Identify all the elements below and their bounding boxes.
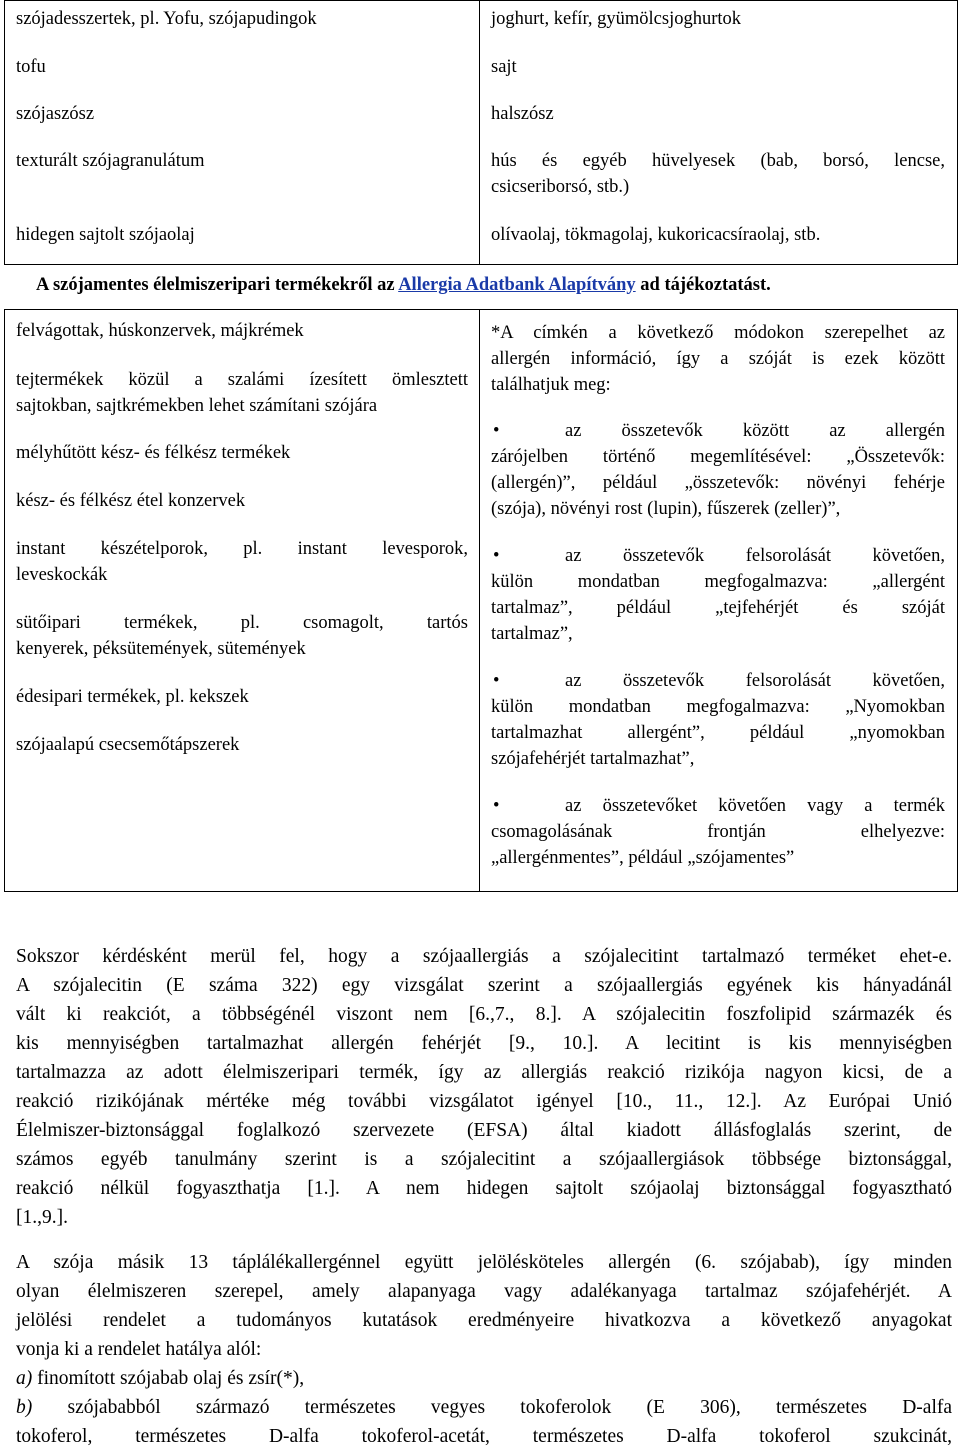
bottom-left-item-7: édesipari termékek, pl. kekszek: [16, 687, 249, 707]
top-right-cell-4b: csicseriborsó, stb.): [491, 177, 630, 197]
bullet-1-line-c: (allergén)”, például „összetevők: növényi fehérje: [491, 473, 945, 493]
bullet-4: •: [493, 796, 500, 816]
bottom-left-item-6a: sütőipari termékek, pl. csomagolt, tartós: [16, 613, 468, 633]
bullet-4-line-b: csomagolásának frontján elhelyezve:: [491, 822, 945, 842]
allergia-adatbank-link[interactable]: Allergia Adatbank Alapítvány: [398, 275, 636, 295]
top-right-cell-5: olívaolaj, tökmagolaj, kukoricacsíraolaj, stb.: [491, 225, 821, 245]
bullet-1-line-d: (szója), növényi rost (lupin), fűszerek (zeller)”,: [491, 499, 841, 519]
paragraph-1-line: [1.,9.].: [16, 1207, 68, 1228]
bottom-left-item-5a: instant készételporok, pl. instant levesporok,: [16, 539, 468, 559]
bottom-left-item-8: szójaalapú csecsemőtápszerek: [16, 735, 240, 755]
paragraph-1-line: számos egyéb tanulmány szerint is a szójalecitint a szójaallergiások többsége biztonsággal,: [16, 1149, 952, 1170]
paragraph-1-line: kis mennyiségben tartalmazhat allergén fehérjét [9., 10.]. A lecitint is kis mennyiségben: [16, 1033, 952, 1054]
bottom-left-item-2a: tejtermékek közül a szalámi ízesített ömlesztett: [16, 370, 468, 390]
label-intro-c: találhatjuk meg:: [491, 375, 611, 395]
bullet-4-line-a: az összetevőket követően vagy a termék: [565, 796, 945, 816]
paragraph-2-line: vonja ki a rendelet hatálya alól:: [16, 1339, 262, 1360]
list-item-b-label: b): [16, 1397, 33, 1418]
top-left-cell-4: texturált szójagranulátum: [16, 151, 205, 171]
paragraph-1-line: vált ki reakciót, a többségénél viszont nem [6.,7., 8.]. A szójalecitin foszfolipid származék és: [16, 1004, 952, 1025]
bottom-table-divider: [479, 309, 480, 892]
list-item-a: [16, 1364, 952, 1393]
bullet-1-line-b: zárójelben történő megemlítésével: „Összetevők:: [491, 447, 945, 467]
top-right-cell-4a: hús és egyéb hüvelyesek (bab, borsó, lencse,: [491, 151, 945, 171]
bullet-1: •: [493, 421, 500, 441]
top-left-cell-1: szójadesszertek, pl. Yofu, szójapudingok: [16, 9, 317, 29]
bullet-3-line-c: tartalmazhat allergént”, például „nyomokban: [491, 723, 945, 743]
bullet-2-line-a: az összetevők felsorolását követően,: [565, 546, 945, 566]
exemption-list: [16, 1364, 952, 1451]
bottom-left-item-6b: kenyerek, péksütemények, sütemények: [16, 639, 306, 659]
paragraph-lecitin: [16, 942, 952, 1232]
bullet-2: •: [493, 546, 500, 566]
bullet-3-line-d: szójafehérjét tartalmazhat”,: [491, 749, 695, 769]
paragraph-2-line: olyan élelmiszeren szerepel, amely alapanyaga vagy adalékanyaga tartalmaz szójafehérjét. A: [16, 1281, 952, 1302]
paragraph-2-line: A szója másik 13 táplálékallergénnel együtt jelölésköteles allergén (6. szójabab), így minden: [16, 1252, 952, 1273]
bullet-3-line-a: az összetevők felsorolását követően,: [565, 671, 945, 691]
label-intro-b: allergén információ, így a szóját is ezek között: [491, 349, 945, 369]
paragraph-1-line: Sokszor kérdésként merül fel, hogy a szójaallergiás a szójalecitint tartalmazó terméket ehet-e.: [16, 946, 952, 967]
list-item-b-line-1: [16, 1393, 952, 1422]
top-left-cell-5: hidegen sajtolt szójaolaj: [16, 225, 195, 245]
info-prefix: A szójamentes élelmiszeripari termékekről az: [36, 275, 395, 295]
top-right-cell-3: halszósz: [491, 104, 554, 124]
bullet-2-line-d: tartalmaz”,: [491, 624, 573, 644]
top-right-cell-2: sajt: [491, 57, 517, 77]
paragraph-1-line: reakció nélkül fogyaszthatja [1.]. A nem hidegen sajtolt szójaolaj biztonsággal fogyasztható: [16, 1178, 952, 1199]
paragraph-2-line: jelölési rendelet a tudományos kutatások eredményeire hivatkozva a következő anyagokat: [16, 1310, 952, 1331]
label-intro-a: *A címkén a következő módokon szerepelhet az: [491, 323, 945, 343]
bottom-left-item-1: felvágottak, húskonzervek, májkrémek: [16, 321, 304, 341]
bottom-left-item-2b: sajtokban, sajtkrémekben lehet számítani szójára: [16, 396, 378, 416]
bottom-left-item-5b: leveskockák: [16, 565, 108, 585]
bullet-1-line-a: az összetevők között az allergén: [565, 421, 945, 441]
bullet-2-line-c: tartalmaz”, például „tejfehérjét és szóját: [491, 598, 945, 618]
bottom-left-item-4: kész- és félkész étel konzervek: [16, 491, 246, 511]
bullet-3: •: [493, 671, 500, 691]
paragraph-jeloles: [16, 1248, 952, 1364]
top-left-cell-3: szójaszósz: [16, 104, 95, 124]
bullet-2-line-b: külön mondatban megfogalmazva: „allergént: [491, 572, 945, 592]
list-item-b-text: szójababból származó természetes vegyes tokoferolok (E 306), természetes D-alfa: [67, 1397, 953, 1418]
list-item-b-line-2: tokoferol, természetes D-alfa tokoferol-acetát, természetes D-alfa tokoferol szukcinát,: [16, 1426, 952, 1447]
info-line: [36, 272, 771, 298]
info-suffix: ad tájékoztatást.: [640, 275, 771, 295]
top-right-cell-1: joghurt, kefír, gyümölcsjoghurtok: [491, 9, 742, 29]
top-left-cell-2: tofu: [16, 57, 46, 77]
list-item-a-label: a): [16, 1368, 33, 1389]
paragraph-1-line: A szójalecitin (E száma 322) egy vizsgálat szerint a szójaallergiás egyének kis hányadánál: [16, 975, 952, 996]
bullet-4-line-c: „allergénmentes”, például „szójamentes”: [491, 848, 795, 868]
paragraph-1-line: tartalmazza az adott élelmiszeripari termék, így az allergiás reakció rizikója nagyon kicsi, de a: [16, 1062, 952, 1083]
bullet-3-line-b: külön mondatban megfogalmazva: „Nyomokban: [491, 697, 945, 717]
paragraph-1-line: Élelmiszer-biztonsággal foglalkozó szervezete (EFSA) által kiadott állásfoglalás szerint, de: [16, 1120, 952, 1141]
paragraph-1-line: reakció rizikójának mértéke még további vizsgálatot igényel [10., 11., 12.]. Az Európai Unió: [16, 1091, 952, 1112]
bottom-left-item-3: mélyhűtött kész- és félkész termékek: [16, 443, 291, 463]
top-table-divider: [479, 0, 480, 265]
list-item-a-text: finomított szójabab olaj és zsír(*),: [37, 1368, 305, 1389]
